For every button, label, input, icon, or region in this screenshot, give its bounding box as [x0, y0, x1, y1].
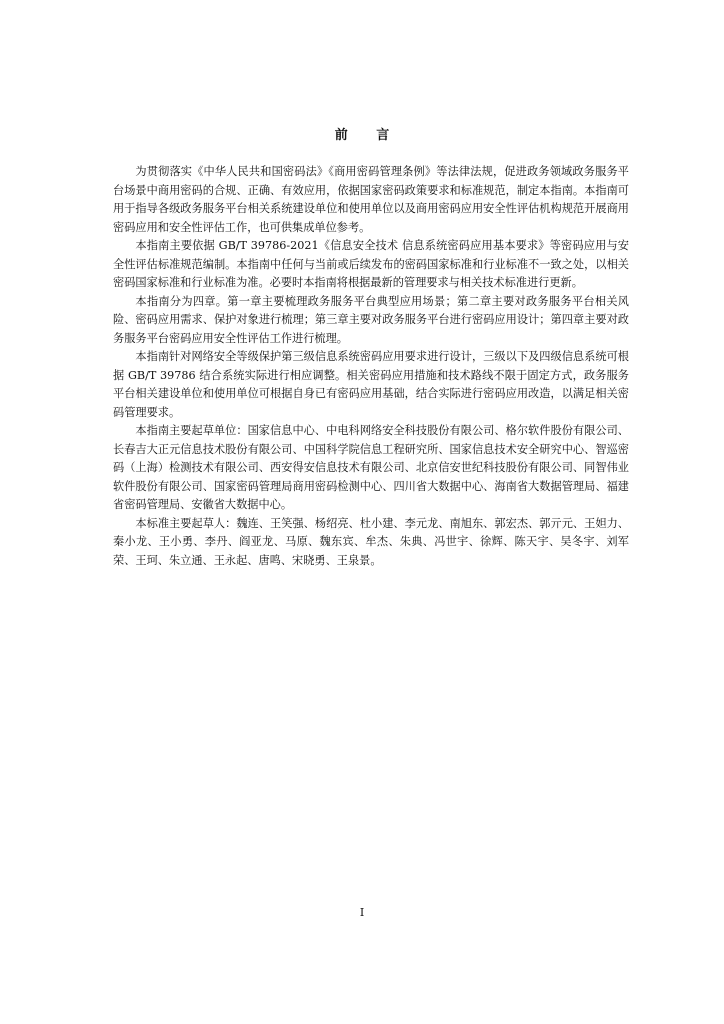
page-number: I	[359, 906, 365, 919]
paragraph-drafters: 本标准主要起草人：魏连、王笑强、杨绍亮、杜小建、李元龙、南旭东、郭宏杰、郭亓元、王妲力、秦小龙、王小勇、李丹、阎亚龙、马原、魏东宾、牟杰、朱典、冯世宇、徐辉、陈天宇、吴冬宇、刘军荣、王珂、朱立通、王永起、唐鸣、宋晓勇、王泉景。	[113, 516, 629, 567]
paragraph-structure: 本指南分为四章。第一章主要梳理政务服务平台典型应用场景；第二章主要对政务服务平台相关风险、密码应用需求、保护对象进行梳理；第三章主要对政务服务平台进行密码应用设计；第四章主要对政务服务平台密码应用安全性评估工作进行梳理。	[113, 294, 629, 345]
paragraph-drafting-units: 本指南主要起草单位：国家信息中心、中电科网络安全科技股份有限公司、格尔软件股份有限公司、长春吉大正元信息技术股份有限公司、中国科学院信息工程研究所、国家信息技术安全研究中心、智巡密码（上海）检测技术有限公司、西安得安信息技术有限公司、北京信安世纪科技股份有限公司、同智伟业软件股份有限公司、国家密码管理局商用密码检测中心、四川省大数据中心、海南省大数据管理局、福建省密码管理局、安徽省大数据中心。	[113, 424, 629, 511]
paragraph-scope: 本指南针对网络安全等级保护第三级信息系统密码应用要求进行设计，三级以下及四级信息系统可根据 GB/T 39786 结合系统实际进行相应调整。相关密码应用措施和技术路线不限于固定方式，政务服务平台相关建设单位和使用单位可根据自身已有密码应用基础，结合实际进行密码应用改造，以满足相关密码管理要求。	[113, 350, 629, 419]
preface-body	[113, 163, 629, 570]
paragraph-purpose: 为贯彻落实《中华人民共和国密码法》《商用密码管理条例》等法律法规，促进政务领域政务服务平台场景中商用密码的合规、正确、有效应用，依据国家密码政策要求和标准规范，制定本指南。本指南可用于指导各级政务服务平台相关系统建设单位和使用单位以及商用密码应用安全性评估机构规范开展商用密码应用和安全性评估工作，也可供集成单位参考。	[113, 165, 629, 234]
paragraph-basis: 本指南主要依据 GB/T 39786-2021《信息安全技术 信息系统密码应用基本要求》等密码应用与安全性评估标准规范编制。本指南中任何与当前或后续发布的密码国家标准和行业标准不一致之处，以相关密码国家标准和行业标准为准。必要时本指南将根据最新的管理要求与相关技术标准进行更新。	[113, 239, 629, 289]
page-title: 前 言	[334, 128, 402, 143]
